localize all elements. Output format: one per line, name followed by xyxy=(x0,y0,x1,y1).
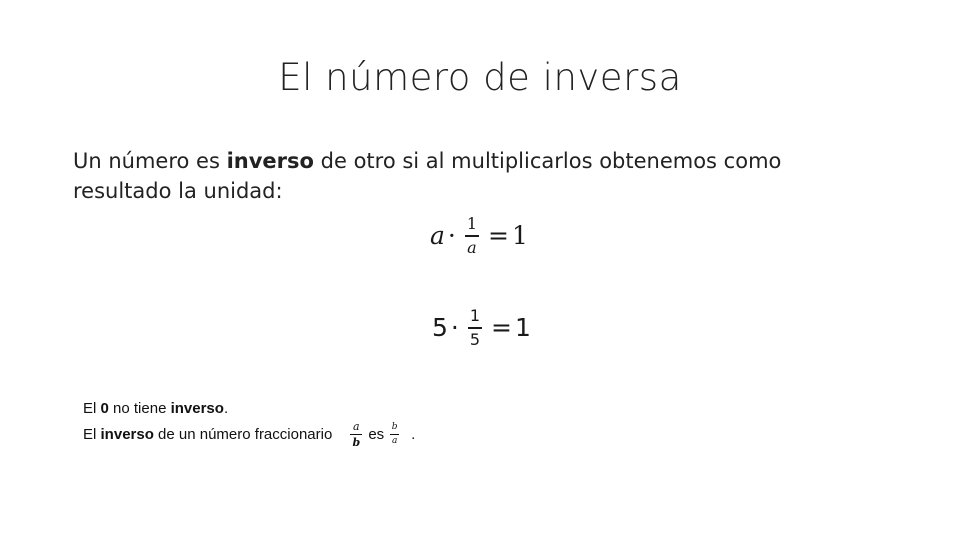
note-es: es xyxy=(368,425,385,443)
equals-sign: = xyxy=(491,313,512,343)
fraction-b-over-a xyxy=(390,423,399,446)
note-bold-term: inverso xyxy=(100,425,154,443)
fraction-denominator: a xyxy=(467,237,477,257)
note-zero xyxy=(83,395,415,421)
note-bold-zero: 0 xyxy=(100,399,109,417)
note-period: . xyxy=(411,425,416,443)
example-number: 5 xyxy=(432,313,448,343)
fraction-numerator: a xyxy=(353,419,360,433)
fraction-bar xyxy=(465,235,479,237)
note-text: de un número fraccionario xyxy=(153,425,333,443)
fraction-denominator: a xyxy=(391,435,398,446)
fraction-denominator: 5 xyxy=(469,329,481,349)
notes-block xyxy=(83,395,415,447)
note-fraction-inverse xyxy=(83,421,415,447)
multiply-dot: · xyxy=(450,313,459,343)
note-text: El xyxy=(83,399,101,417)
intro-paragraph xyxy=(73,146,873,206)
fraction-numerator: b xyxy=(391,421,398,432)
equation-general xyxy=(430,216,528,256)
intro-text-1: Un número es xyxy=(73,149,227,173)
fraction-bar xyxy=(468,327,482,329)
equals-sign: = xyxy=(488,221,509,251)
fraction-bar xyxy=(390,434,399,435)
equation-variable: a xyxy=(430,221,445,251)
note-text: no tiene xyxy=(108,399,171,417)
note-period: . xyxy=(223,399,229,417)
fraction-a-over-b xyxy=(350,421,362,448)
fraction-one-over-five xyxy=(468,308,482,348)
equation-result: 1 xyxy=(512,221,528,251)
intro-bold-term: inverso xyxy=(226,149,314,173)
note-bold-term: inverso xyxy=(170,399,224,417)
intro-text-2: de otro si al multiplicarlos obtenemos como resultado la unidad: xyxy=(73,149,782,203)
fraction-one-over-a xyxy=(465,216,479,256)
fraction-bar xyxy=(350,434,362,435)
multiply-dot: · xyxy=(447,221,456,251)
equation-result: 1 xyxy=(515,313,531,343)
fraction-denominator: b xyxy=(352,435,361,449)
page-title: El número de inversa xyxy=(278,56,682,99)
note-text: El xyxy=(83,425,101,443)
fraction-numerator: 1 xyxy=(469,306,481,325)
equation-example xyxy=(432,308,531,348)
fraction-numerator: 1 xyxy=(466,214,478,233)
